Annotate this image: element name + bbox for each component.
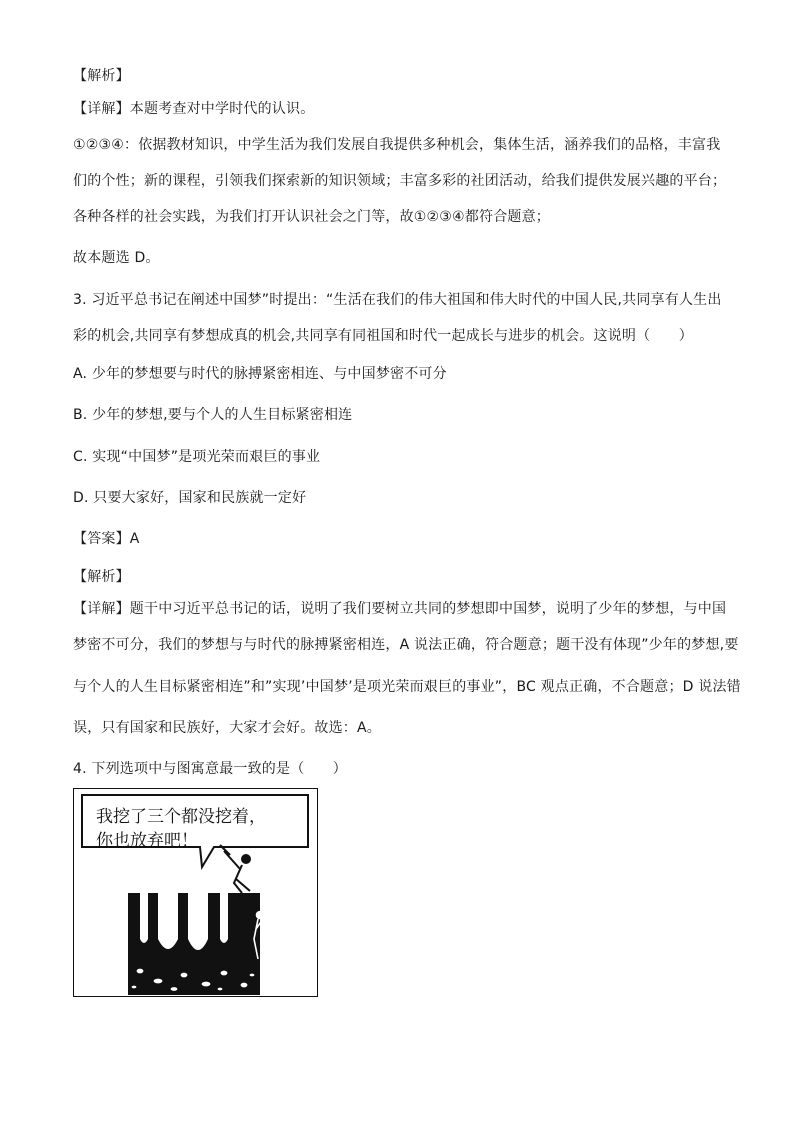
question-3-stem: 彩的机会,共同享有梦想成真的机会,共同享有同祖国和时代一起成长与进步的机会。这说明（ ） bbox=[73, 328, 693, 344]
question-3-stem: 3. 习近平总书记在阐述中国梦”时提出：“生活在我们的伟大祖国和伟大时代的中国人民,共同享有人生出 bbox=[73, 292, 722, 308]
ground bbox=[128, 893, 238, 995]
paragraph-line: 与个人的人生目标紧密相连”和”实现’中国梦’是项光荣而艰巨的事业”，BC 观点正确，不合题意；D 说法错 bbox=[73, 679, 741, 695]
paragraph-line: 梦密不可分，我们的梦想与与时代的脉搏紧密相连，A 说法正确，符合题意；题干没有体现”少年的梦想,要 bbox=[73, 637, 739, 653]
paragraph-line: 误，只有国家和民族好，大家才会好。故选：A。 bbox=[73, 720, 381, 736]
detail-line: 【详解】本题考查对中学时代的认识。 bbox=[73, 101, 315, 117]
paragraph-line: 各种各样的社会实践，为我们打开认识社会之门等，故①②③④都符合题意； bbox=[73, 209, 551, 225]
paragraph-line: 们的个性；新的课程，引领我们探索新的知识领域；丰富多彩的社团活动，给我们提供发展兴趣的平台； bbox=[73, 173, 727, 189]
option-b: B. 少年的梦想,要与个人的人生目标紧密相连 bbox=[73, 407, 353, 423]
paragraph-line: 【详解】题干中习近平总书记的话，说明了我们要树立共同的梦想即中国梦，说明了少年的梦想，与中国 bbox=[73, 601, 727, 617]
analysis-label: 【解析】 bbox=[73, 68, 130, 84]
speech-line-2: 你也放弃吧！ bbox=[96, 831, 198, 851]
option-c: C. 实现“中国梦”是项光荣而艰巨的事业 bbox=[73, 449, 321, 465]
speech-line-1: 我挖了三个都没挖着， bbox=[96, 807, 266, 827]
speech-text bbox=[96, 805, 266, 853]
cartoon-image bbox=[73, 788, 318, 997]
paragraph-line: ①②③④：依据教材知识，中学生活为我们发展自我提供多种机会，集体生活，涵养我们的品格，丰富我 bbox=[73, 137, 721, 153]
option-d: D. 只要大家好，国家和民族就一定好 bbox=[73, 490, 307, 506]
analysis-label: 【解析】 bbox=[73, 569, 130, 585]
answer-label: 【答案】A bbox=[73, 531, 140, 547]
answer-choice-line: 故本题选 D。 bbox=[73, 250, 160, 266]
option-a: A. 少年的梦想要与时代的脉搏紧密相连、与中国梦密不可分 bbox=[73, 366, 447, 382]
question-4-stem: 4. 下列选项中与图寓意最一致的是（ ） bbox=[73, 761, 348, 777]
